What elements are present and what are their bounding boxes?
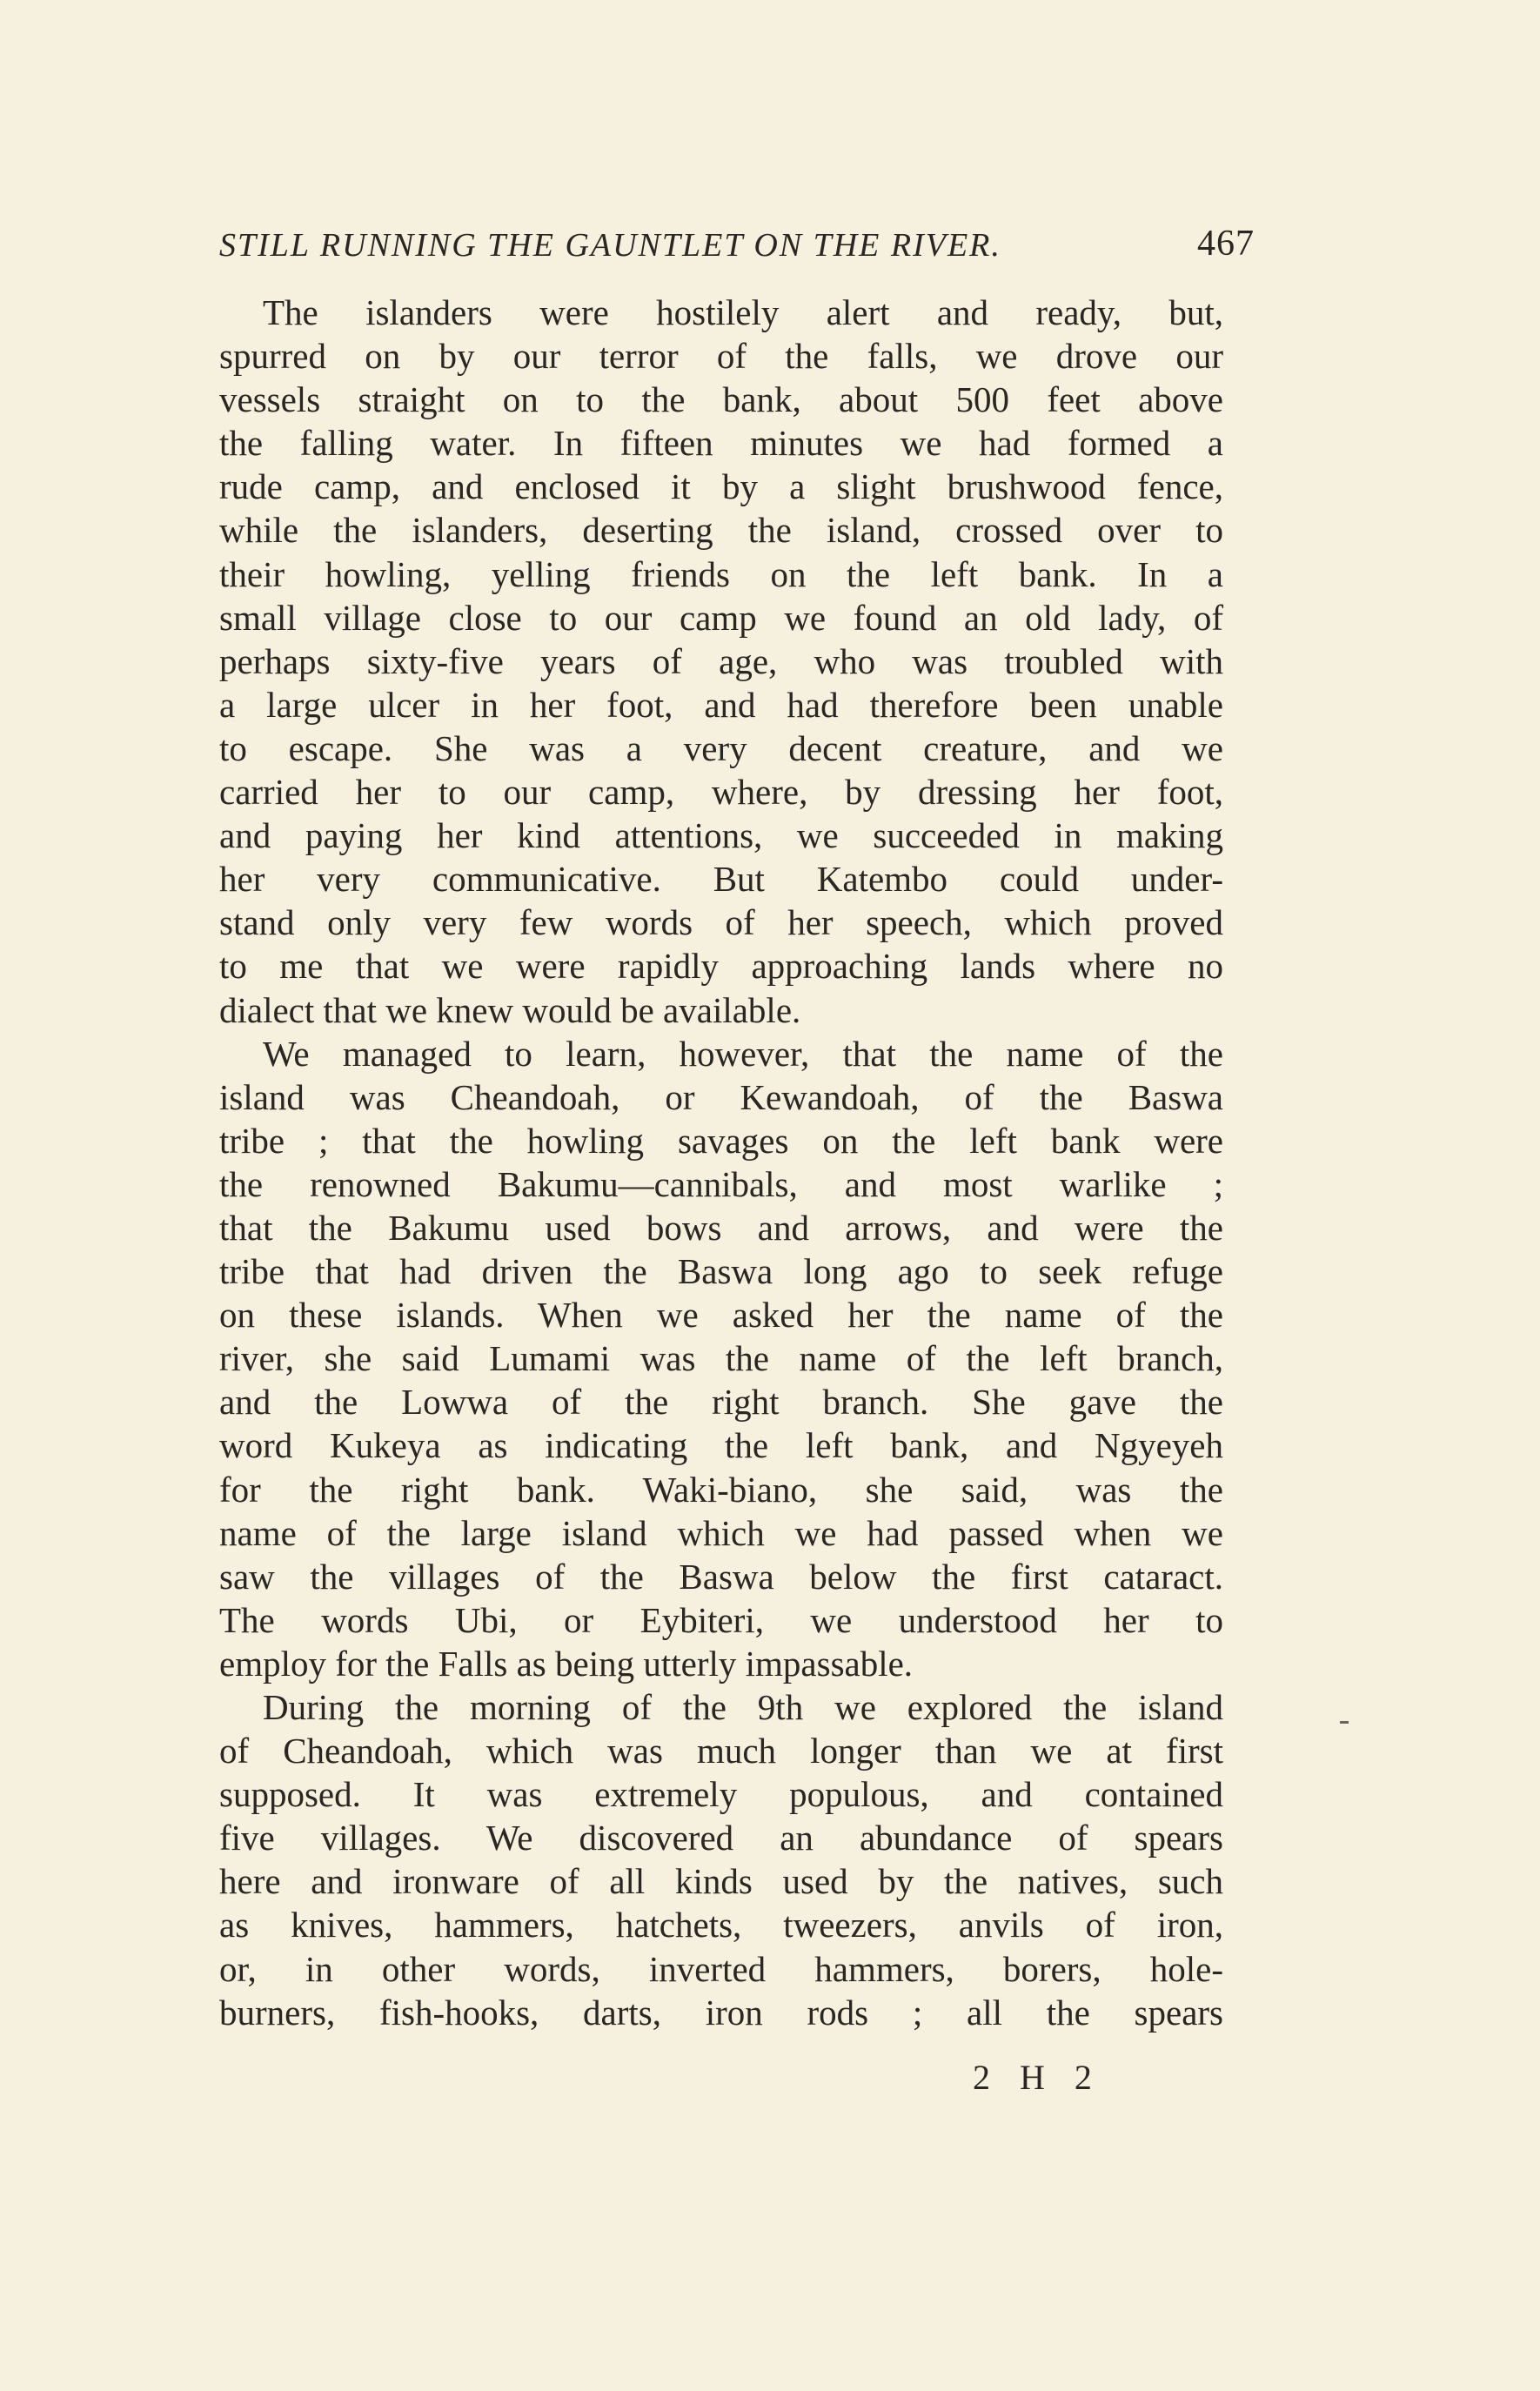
text-line: the renowned Bakumu—cannibals, and most warlike ; [219, 1163, 1223, 1204]
text-line: The words Ubi, or Eybiteri, we understood her to [219, 1599, 1223, 1640]
text-line: island was Cheandoah, or Kewandoah, of the Baswa [219, 1076, 1223, 1117]
text-line: employ for the Falls as being utterly impassable. [219, 1643, 914, 1684]
margin-mark [1340, 1721, 1349, 1724]
body-text [219, 291, 1223, 2034]
text-line: burners, fish-hooks, darts, iron rods ; all the spears [219, 1992, 1223, 2033]
text-line: word Kukeya as indicating the left bank, and Ngyeyeh [219, 1425, 1223, 1466]
text-line: the falling water. In fifteen minutes we had formed a [219, 423, 1223, 464]
text-line: their howling, yelling friends on the left bank. In a [219, 553, 1223, 594]
signature-mark: 2 H 2 [973, 2058, 1102, 2097]
page-number: 467 [1197, 224, 1255, 264]
text-line: dialect that we knew would be available. [219, 989, 801, 1030]
text-line: tribe ; that the howling savages on the left bank were [219, 1120, 1223, 1161]
text-line: river, she said Lumami was the name of the left branch, [219, 1338, 1223, 1379]
text-line: her very communicative. But Katembo could under- [219, 859, 1223, 900]
text-line: to escape. She was a very decent creature, and we [219, 727, 1223, 768]
text-line: tribe that had driven the Baswa long ago to seek refuge [219, 1251, 1223, 1292]
running-head [219, 218, 1255, 270]
text-line: vessels straight on to the bank, about 500 feet above [219, 379, 1223, 420]
text-line: perhaps sixty-five years of age, who was troubled with [219, 640, 1223, 681]
text-line: as knives, hammers, hatchets, tweezers, anvils of iron, [219, 1905, 1223, 1946]
text-line: here and ironware of all kinds used by the natives, such [219, 1861, 1223, 1902]
text-line: of Cheandoah, which was much longer than we at first [219, 1731, 1223, 1771]
text-line: spurred on by our terror of the falls, we drove our [219, 336, 1223, 377]
running-title: STILL RUNNING THE GAUNTLET ON THE RIVER. [219, 227, 1001, 264]
text-line: for the right bank. Waki-biano, she said, was the [219, 1469, 1223, 1510]
text-line: and paying her kind attentions, we succeeded in making [219, 815, 1223, 856]
text-line: The islanders were hostilely alert and ready, but, [263, 292, 1223, 332]
text-line: saw the villages of the Baswa below the first cataract. [219, 1556, 1223, 1597]
text-line: stand only very few words of her speech, which proved [219, 902, 1223, 943]
text-line: on these islands. When we asked her the name of the [219, 1295, 1223, 1336]
text-line: five villages. We discovered an abundance of spears [219, 1818, 1223, 1859]
text-line: while the islanders, deserting the island, crossed over to [219, 510, 1223, 551]
text-line: to me that we were rapidly approaching lands where no [219, 946, 1223, 987]
text-line: name of the large island which we had passed when we [219, 1512, 1223, 1553]
text-line: During the morning of the 9th we explored the island [263, 1687, 1223, 1727]
text-line: a large ulcer in her foot, and had therefore been unable [219, 684, 1223, 725]
text-line: We managed to learn, however, that the name of the [263, 1033, 1223, 1074]
text-line: rude camp, and enclosed it by a slight brushwood fence, [219, 466, 1223, 507]
text-line: that the Bakumu used bows and arrows, and were the [219, 1207, 1223, 1248]
text-line: and the Lowwa of the right branch. She gave the [219, 1382, 1223, 1423]
text-line: or, in other words, inverted hammers, borers, hole- [219, 1948, 1223, 1989]
text-line: supposed. It was extremely populous, and contained [219, 1774, 1223, 1815]
text-line: small village close to our camp we found an old lady, of [219, 597, 1223, 638]
text-line: carried her to our camp, where, by dressing her foot, [219, 772, 1223, 813]
